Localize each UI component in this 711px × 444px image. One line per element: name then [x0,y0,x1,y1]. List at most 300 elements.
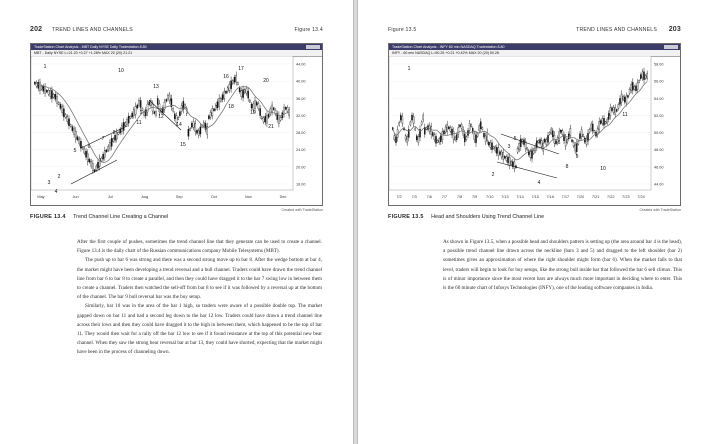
candle-body [97,162,98,168]
candle-body [212,109,213,116]
candle-body [137,105,138,108]
candle-body [114,135,115,140]
candle-body [87,153,88,161]
candle-body [84,149,85,153]
plot-frame [31,56,293,190]
candle-body [493,147,494,149]
candle-body [431,127,432,135]
candle-body [487,132,488,140]
candle-body [450,127,451,131]
candle-body [519,143,520,149]
candle-body [586,138,587,144]
candle-body [602,118,603,123]
x-tick-label: 7/23 [622,195,630,199]
candle-body [552,131,553,137]
candle-body [268,114,269,117]
candle-body [399,122,400,125]
candle-body [402,116,403,123]
candle-body [456,135,457,140]
candle-body [48,90,49,94]
running-head [30,26,323,38]
candle-body [491,143,492,150]
x-tick-label: Jul [107,195,113,199]
bar-label: 5 [513,136,517,142]
candle-body [463,129,464,135]
x-tick-label: May [37,195,45,199]
candle-body [46,90,47,92]
candle-body [618,104,619,108]
candle-body [539,139,540,143]
bar-label: 1 [407,66,411,72]
window-controls-icon [664,45,678,49]
candle-body [53,94,54,97]
x-tick-label: 7/8 [456,195,463,199]
chart-window-title-text: TradeStation Chart Analysis - MBT Daily NYSE Daily Tradestation 8.80 [34,45,147,49]
candle-body [589,129,590,132]
candle-body [517,148,518,152]
x-tick-label: 7/24 [637,195,645,199]
candle-body [466,137,467,140]
bar-label: 4 [537,180,541,186]
candle-body [546,140,547,145]
candle-body [418,137,419,143]
figure-reference: Figure 13.5 [388,27,417,33]
candle-body [634,86,635,89]
candle-body [68,119,69,126]
x-tick-label: 7/13 [501,195,509,199]
bar-label: 9 [139,110,143,116]
candle-body [615,108,616,115]
x-tick-label: Dec [279,195,287,199]
candle-body [407,137,408,143]
price-chart-infy [388,43,681,206]
x-tick-label: 7/21 [591,195,600,199]
body-text [443,238,682,293]
bar-label: 18 [228,104,234,110]
candle-body [222,95,223,100]
candle-body [455,137,456,140]
y-tick-label: 56.00 [654,79,664,84]
y-tick-label: 54.00 [654,96,664,101]
candle-body [488,142,489,145]
candle-body [471,125,472,127]
candle-body [459,125,460,127]
running-head [388,26,681,38]
candle-body [196,130,197,133]
candle-body [67,117,68,122]
candle-body [89,159,90,162]
bar-label: 16 [223,74,229,80]
candle-body [573,142,574,146]
candle-body [278,115,279,123]
chapter-title: TREND LINES AND CHANNELS [576,27,657,33]
bar-label: 4 [54,189,58,195]
candle-body [571,140,572,142]
candle-body [41,86,42,89]
candle-body [167,95,168,99]
candle-body [101,158,102,161]
plot-frame [389,56,651,190]
chart-info-line: MBT - Daily NYSE L=21.20 +0.27 +1.28% MAX 20 (20) 21.21 [31,50,322,57]
candle-body [60,104,61,108]
candle-body [270,109,271,114]
candle-body [126,119,127,124]
candle-body [208,116,209,119]
candle-body [56,96,57,103]
candle-body [118,132,119,134]
candle-body [626,96,627,103]
candle-body [637,83,638,90]
x-tick-label: 7/2 [396,195,402,199]
candle-body [543,143,544,151]
bar-label: 1 [43,64,47,70]
candle-body [232,81,233,84]
candle-body [423,115,424,120]
candle-body [629,89,630,93]
chart-plot-area [389,56,680,205]
candle-body [413,117,414,124]
candle-body [38,82,39,88]
candle-body [400,115,401,120]
bar-label: 20 [263,78,269,84]
candle-body [99,158,100,166]
candle-body [565,138,566,146]
candle-body [50,90,51,96]
chart-credit: Created with TradeStation [639,208,681,212]
candle-body [416,136,417,140]
candle-body [138,100,139,105]
candle-body [224,91,225,98]
candle-body [246,88,247,93]
x-tick-label: 7/20 [576,195,585,199]
page-number: 202 [30,26,43,33]
candle-body [421,122,422,125]
candle-body [579,134,580,139]
candle-body [280,117,281,120]
candle-body [544,139,545,142]
paragraph: As shown in Figure 13.5, when a possible head and shoulders pattern is setting up (the area around bar 4 is the head), a possible trend channel line drawn across the neckline (bars 3 and 5) and dragged to the left shoulder (bar 2) sometimes gives an approximation of where the right shoulder might form (bar 6). When the market falls to that level, traders will begin to look for buy setups, like the strong bull inside bar that followed the bar 6 sell climax. This is of minor importance since the most recent bars are always much more important in deciding where to enter. This is the 60 minute chart of Infosys Technologies (INFY), one of the leading software companies in India. [443,239,682,292]
candle-body [215,105,216,109]
candle-body [514,162,515,169]
candle-body [198,131,199,136]
candle-body [213,109,214,111]
candle-body [501,152,502,157]
candle-body [395,137,396,143]
candle-body [432,132,433,135]
candle-body [583,135,584,137]
bar-label: 9 [575,154,579,160]
x-tick-label: Oct [210,195,217,199]
candle-body [178,117,179,119]
x-tick-label: 7/16 [546,195,554,199]
candle-body [578,141,579,144]
x-tick-label: Jun [72,195,79,199]
candle-body [132,113,133,117]
candle-body [242,90,243,98]
y-tick-label: 32.00 [296,113,306,118]
candle-body [608,113,609,119]
chapter-title: TREND LINES AND CHANNELS [52,27,133,33]
candle-body [570,128,571,135]
candle-body [241,91,242,97]
candle-body [405,136,406,140]
candle-body [188,129,189,136]
candle-body [479,126,480,131]
candle-body [200,127,201,134]
candle-body [266,115,267,123]
candle-body [549,132,550,134]
candle-body [263,118,264,122]
candle-body [440,136,441,142]
candle-body [531,150,532,158]
candle-body [285,107,286,109]
candle-body [485,136,486,142]
candle-body [256,102,257,105]
candle-body [527,148,528,150]
candle-body [157,98,158,104]
candle-body [125,123,126,126]
candle-body [36,82,37,86]
candle-body [271,105,272,112]
candle-body [434,135,435,140]
bar-label: 5 [73,148,77,154]
candle-body [190,128,191,130]
candle-body [287,107,288,111]
candle-body [576,144,577,152]
candle-body [611,108,612,111]
chart-window-title-text: TradeStation Chart Analysis - INFY 60 min NASDAQ Tradestation 8.80 [392,45,505,49]
candle-body [575,145,576,151]
candle-body [435,136,436,143]
bar-label: 10 [600,166,606,172]
x-tick-label: 7/9 [471,195,478,199]
candle-body [113,139,114,142]
candle-body [599,121,600,129]
y-tick-label: 46.00 [654,165,664,170]
candle-body [55,94,56,99]
figure-reference: Figure 13.4 [294,27,323,33]
candle-body [273,108,274,110]
candle-body [621,94,622,102]
candle-body [520,139,521,147]
bar-label: 3 [47,180,51,186]
candle-body [91,161,92,166]
candle-body [453,131,454,139]
bar-label: 7 [559,130,563,136]
candle-body [511,161,512,164]
candle-body [261,117,262,119]
candle-body [547,135,548,142]
candle-body [475,135,476,143]
candle-body [477,133,478,136]
candle-body [469,123,470,130]
candle-body [149,102,150,105]
candle-body [229,84,230,90]
candle-body [174,114,175,119]
candle-body [568,134,569,139]
figure-caption [30,214,323,220]
candle-body [627,95,628,97]
x-tick-label: 7/17 [561,195,570,199]
chart-plot-area [31,56,322,205]
candle-body [249,100,250,102]
candle-body [613,107,614,112]
candle-body [260,109,261,116]
candle-body [533,150,534,153]
candle-body [623,97,624,100]
candle-body [244,90,245,93]
candle-body [482,128,483,130]
candle-body [116,132,117,139]
paragraph: Similarly, bar 10 was in the area of the bar 1 high, so traders were aware of a possible double top. The market gapped down on bar 11 and had a second leg down to the bar 12 low. Traders could have drawn a trend channel line across their lows and then they could have dragged it to the high in between them, which happened to be the top of bar 11. They would then wait for a rally off the bar 12 low to see if it found resistance at the top of this potential new bear channel. When they saw the strong bear reversal bar at bar 13, they could have shorted, expecting that the market might have been in the process of channeling down. [77,303,322,356]
candle-body [642,72,643,78]
candle-body [448,127,449,129]
candle-body [166,99,167,101]
candle-body [39,83,40,91]
y-tick-label: 16.00 [296,182,306,187]
candle-body [133,110,134,116]
candle-body [498,148,499,156]
chart-credit: Created with TradeStation [281,208,323,212]
bar-label: 21 [268,124,274,130]
candle-body [483,133,484,137]
y-tick-label: 58.00 [654,62,664,67]
bar-label: 8 [565,164,569,170]
y-tick-label: 40.00 [296,79,306,84]
candle-body [154,112,155,114]
candle-body [75,131,76,139]
candle-body [62,107,63,113]
candle-body [632,82,633,90]
bar-label: 15 [180,142,186,148]
candle-body [220,98,221,101]
price-chart-mbt [30,43,323,206]
candle-body [461,124,462,128]
candle-body [607,119,608,123]
candle-body [79,139,80,144]
bar-label: 11 [622,112,628,118]
bar-label: 10 [118,68,124,74]
candle-body [283,107,284,114]
bar-label: 3 [507,144,511,150]
figure-caption-text: Trend Channel Line Creating a Channel [73,214,169,220]
x-tick-label: 7/7 [441,195,448,199]
candle-body [581,130,582,137]
candle-body [135,106,136,114]
y-tick-label: 44.00 [654,182,664,187]
candle-body [415,128,416,130]
bar-label: 2 [57,174,61,180]
candle-body [439,139,440,143]
candle-body [555,141,556,144]
candle-body [509,157,510,165]
candle-body [474,134,475,140]
candle-body [254,101,255,109]
candle-body [65,114,66,117]
candle-body [631,84,632,90]
candle-body [248,91,249,98]
candle-body [58,102,59,104]
paragraph: The push up to bar 6 was strong and there was a second strong move up to bar 8. After the wedge bottom at bar 4, the market might have been developing a trend reversal and a bull channel. Traders could have drawn the trend channel line from bar 6 to bar 8 to create a parallel, and then they could have dragged it to the bar 7 swing low in between them to create a channel. Traders then watched the sell-off from bar 8 to see if it was followed by a reversal up at the bottom of the channel. The bar 9 bull reversal bar was the buy setup. [77,257,322,301]
x-tick-label: 7/14 [516,195,524,199]
candle-body [624,97,625,102]
candle-body [258,104,259,109]
candle-body [442,132,443,140]
bar-label: 17 [238,66,244,72]
candle-body [410,122,411,125]
candle-body [643,72,644,80]
bar-label: 2 [491,172,495,178]
y-tick-label: 36.00 [296,96,306,101]
x-tick-label: Aug [141,195,149,199]
bar-label: 6 [557,140,561,146]
candle-body [92,164,93,171]
candle-body [77,137,78,140]
candle-body [591,124,592,129]
candle-body [496,147,497,153]
candle-body [219,98,220,106]
body-text [77,238,322,358]
candle-body [234,77,235,82]
candle-body [108,146,109,150]
candle-body [603,118,604,125]
candle-body [503,152,504,159]
bar-label: 13 [153,84,159,90]
candle-body [610,108,611,116]
candle-body [541,140,542,146]
candle-body [551,129,552,133]
paragraph: After the first couple of pushes, sometimes the trend channel line that they generate can be used to create a channel. Figure 13.4 is the daily chart of the Russian communications company Mobile Telesystems (MBT). [77,239,322,255]
candle-body [647,73,648,78]
candle-body [128,116,129,123]
bar-label: 14 [176,122,182,128]
right-page [357,0,711,444]
candle-body [111,138,112,146]
candle-body [567,140,568,143]
candle-body [44,86,45,93]
figure-caption [388,214,681,220]
candle-body [499,152,500,155]
figure-label: FIGURE 13.4 [30,214,66,220]
y-tick-label: 52.00 [654,113,664,118]
candle-body [239,88,240,92]
candle-body [530,152,531,158]
y-tick-label: 44.00 [296,62,306,67]
candle-body [140,100,141,107]
window-controls-icon [306,45,320,49]
candle-body [605,122,606,124]
bar-label: 6 [87,144,91,150]
y-tick-label: 24.00 [296,148,306,153]
x-tick-label: 7/22 [607,195,615,199]
candle-body [616,109,617,111]
candle-body [458,128,459,135]
x-tick-label: 7/10 [486,195,494,199]
candle-body [437,140,438,142]
candle-body [397,130,398,138]
candle-body [210,112,211,117]
candle-body [251,104,252,108]
candle-body [179,112,180,116]
candle-body [635,86,636,91]
candle-body [464,134,465,142]
candle-body [253,104,254,110]
figure-caption-text: Head and Shoulders Using Trend Channel Line [431,214,545,220]
candle-body [63,109,64,117]
candle-body [447,124,448,131]
x-tick-label: Nov [245,195,252,199]
candle-body [640,75,641,79]
